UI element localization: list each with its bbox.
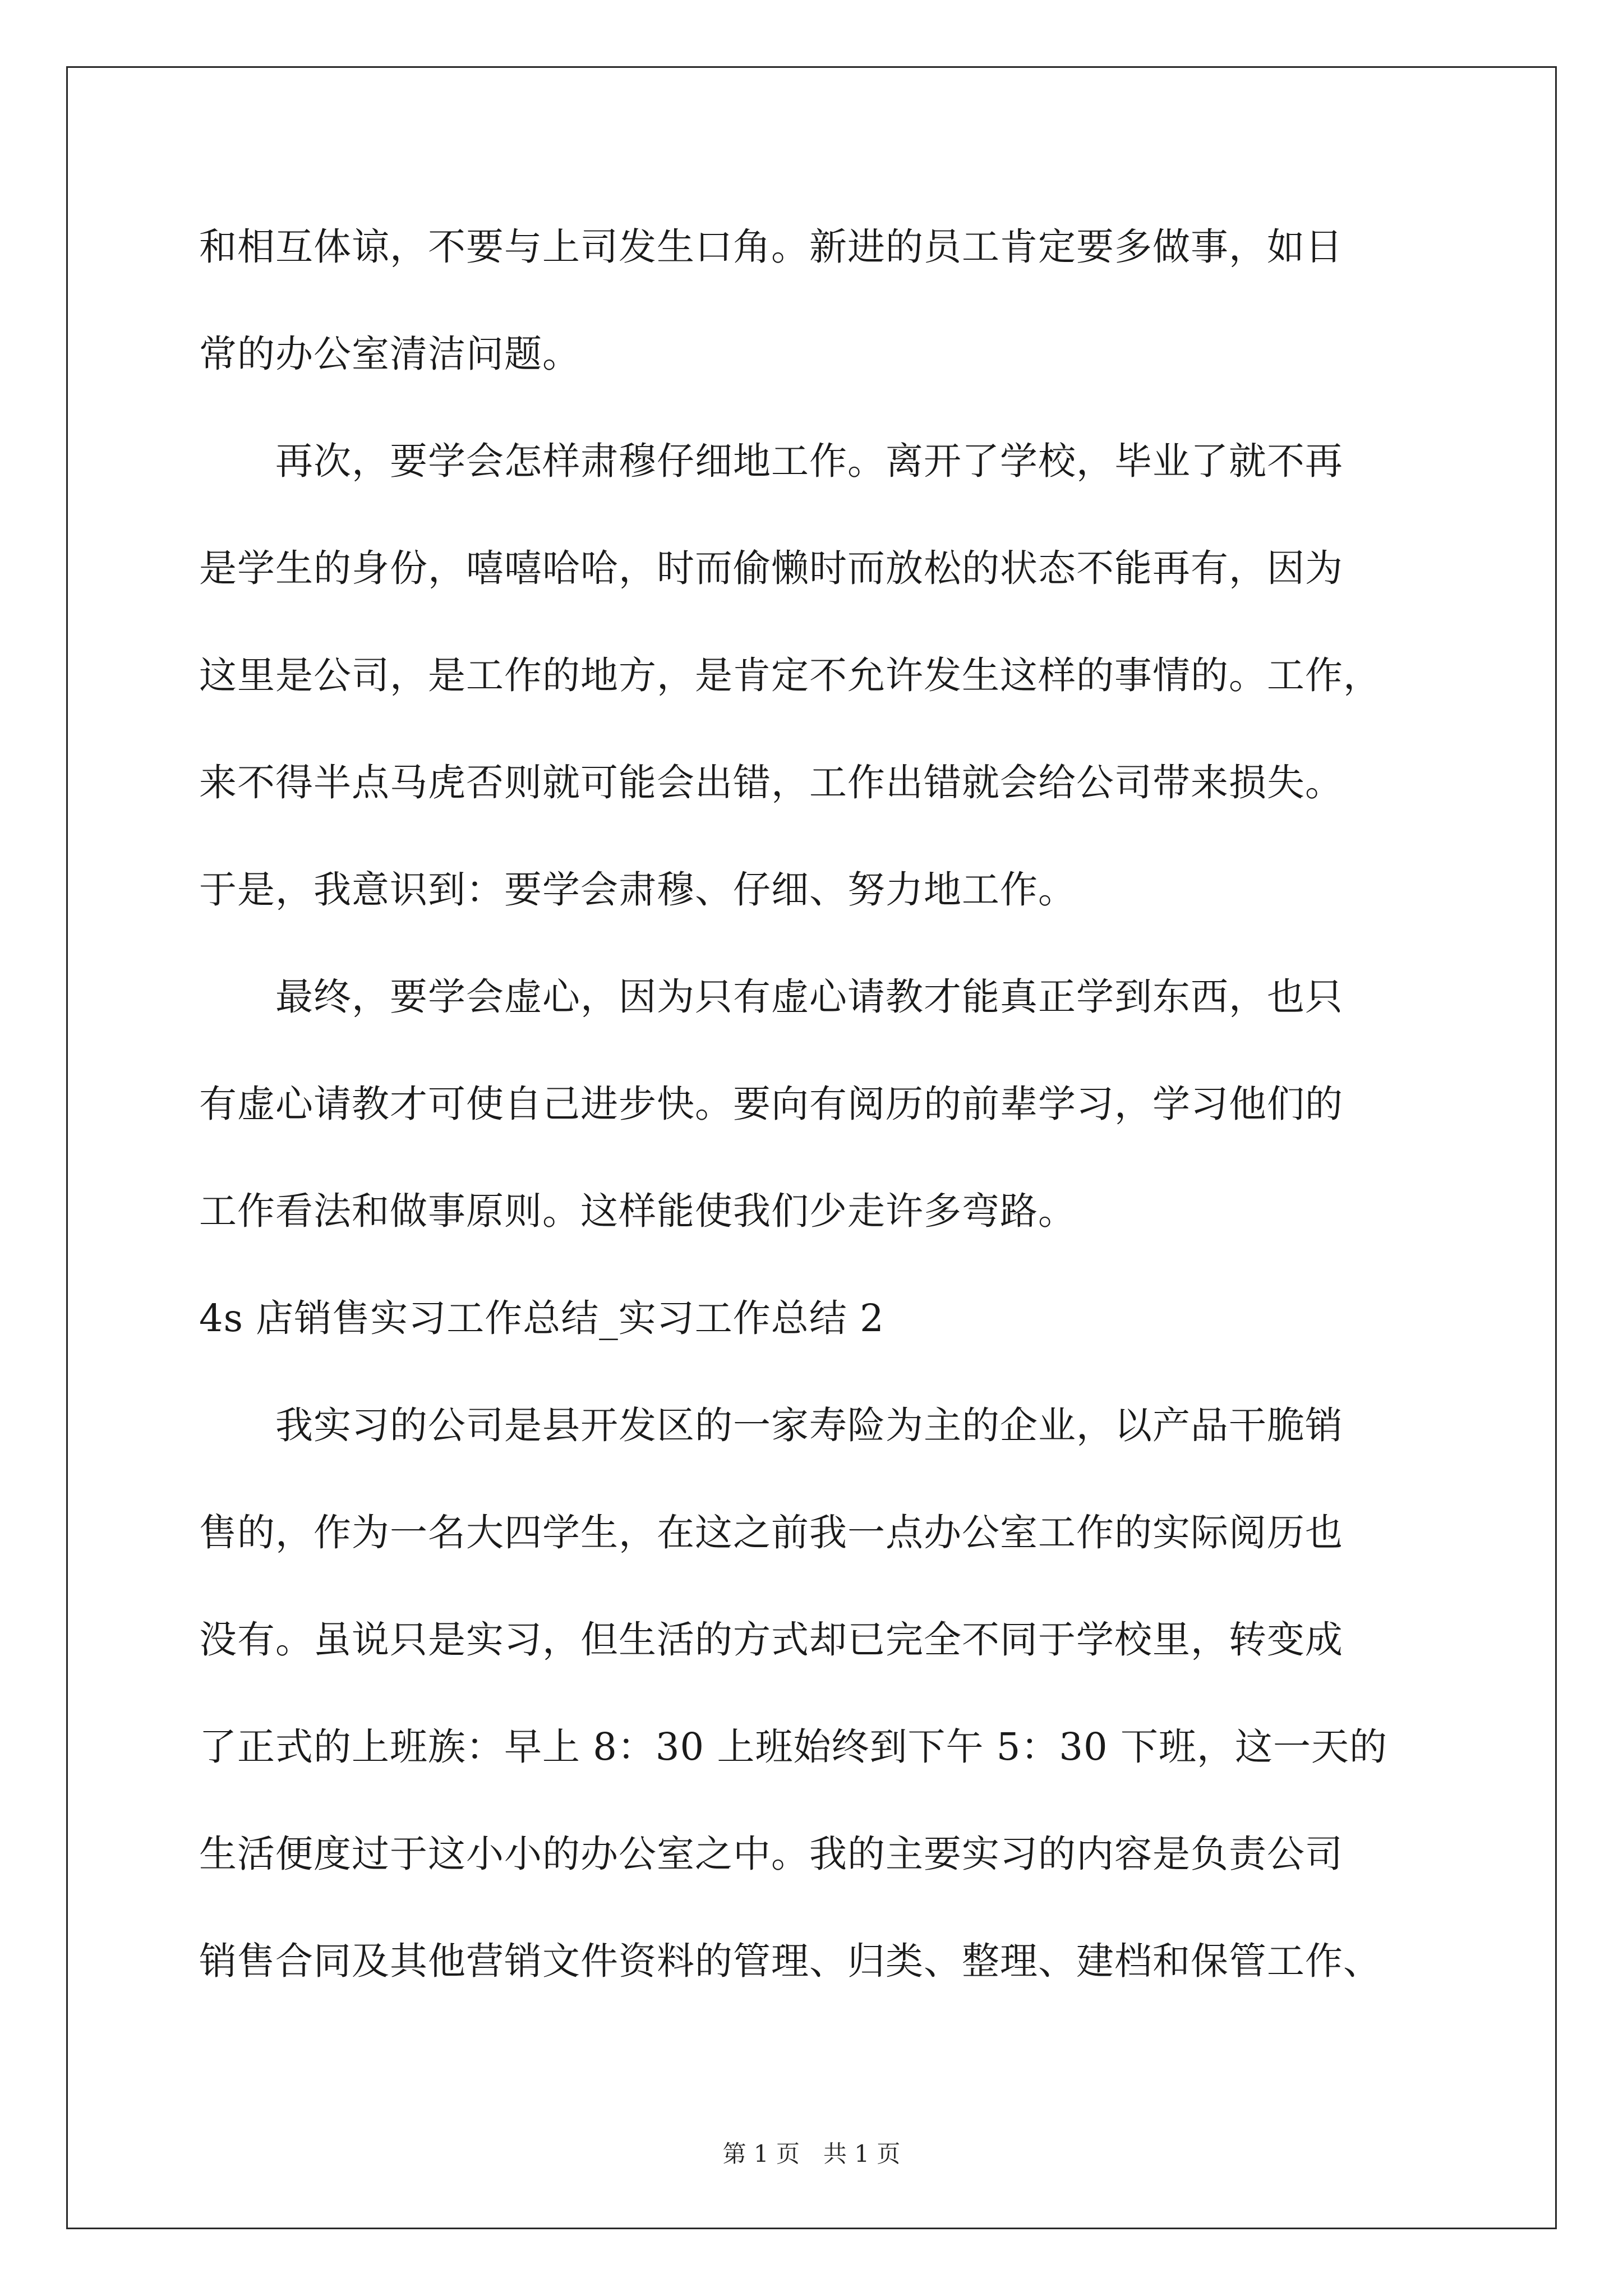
- text-line: 是学生的身份，嘻嘻哈哈，时而偷懒时而放松的状态不能再有，因为: [199, 546, 1343, 590]
- text-line: 和相互体谅，不要与上司发生口角。新进的员工肯定要多做事，如日: [199, 225, 1343, 269]
- text-line: 再次，要学会怎样肃穆仔细地工作。离开了学校，毕业了就不再: [199, 439, 1343, 483]
- text-line: 有虚心请教才可使自己进步快。要向有阅历的前辈学习，学习他们的: [199, 1082, 1343, 1126]
- section-heading: 4s 店销售实习工作总结_实习工作总结 2: [199, 1296, 884, 1340]
- text-line: 销售合同及其他营销文件资料的管理、归类、整理、建档和保管工作、: [199, 1939, 1381, 1983]
- text-line: 来不得半点马虎否则就可能会出错，工作出错就会给公司带来损失。: [199, 761, 1343, 804]
- page-border: [66, 66, 1557, 2229]
- text-line: 我实习的公司是县开发区的一家寿险为主的企业，以产品干脆销: [199, 1404, 1343, 1447]
- text-line: 工作看法和做事原则。这样能使我们少走许多弯路。: [199, 1189, 1076, 1233]
- text-line: 最终，要学会虚心，因为只有虚心请教才能真正学到东西，也只: [199, 975, 1343, 1019]
- text-line: 于是，我意识到：要学会肃穆、仔细、努力地工作。: [199, 868, 1076, 912]
- text-line: 常的办公室清洁问题。: [199, 332, 580, 376]
- text-line: 生活便度过于这小小的办公室之中。我的主要实习的内容是负责公司: [199, 1832, 1343, 1876]
- text-line: 没有。虽说只是实习，但生活的方式却已完全不同于学校里，转变成: [199, 1618, 1343, 1662]
- text-line: 售的，作为一名大四学生，在这之前我一点办公室工作的实际阅历也: [199, 1511, 1343, 1554]
- text-line: 了正式的上班族：早上 8：30 上班始终到下午 5：30 下班，这一天的: [199, 1725, 1387, 1769]
- page-footer: 第 1 页 共 1 页: [722, 2140, 901, 2168]
- text-line: 这里是公司，是工作的地方，是肯定不允许发生这样的事情的。工作，: [199, 654, 1381, 697]
